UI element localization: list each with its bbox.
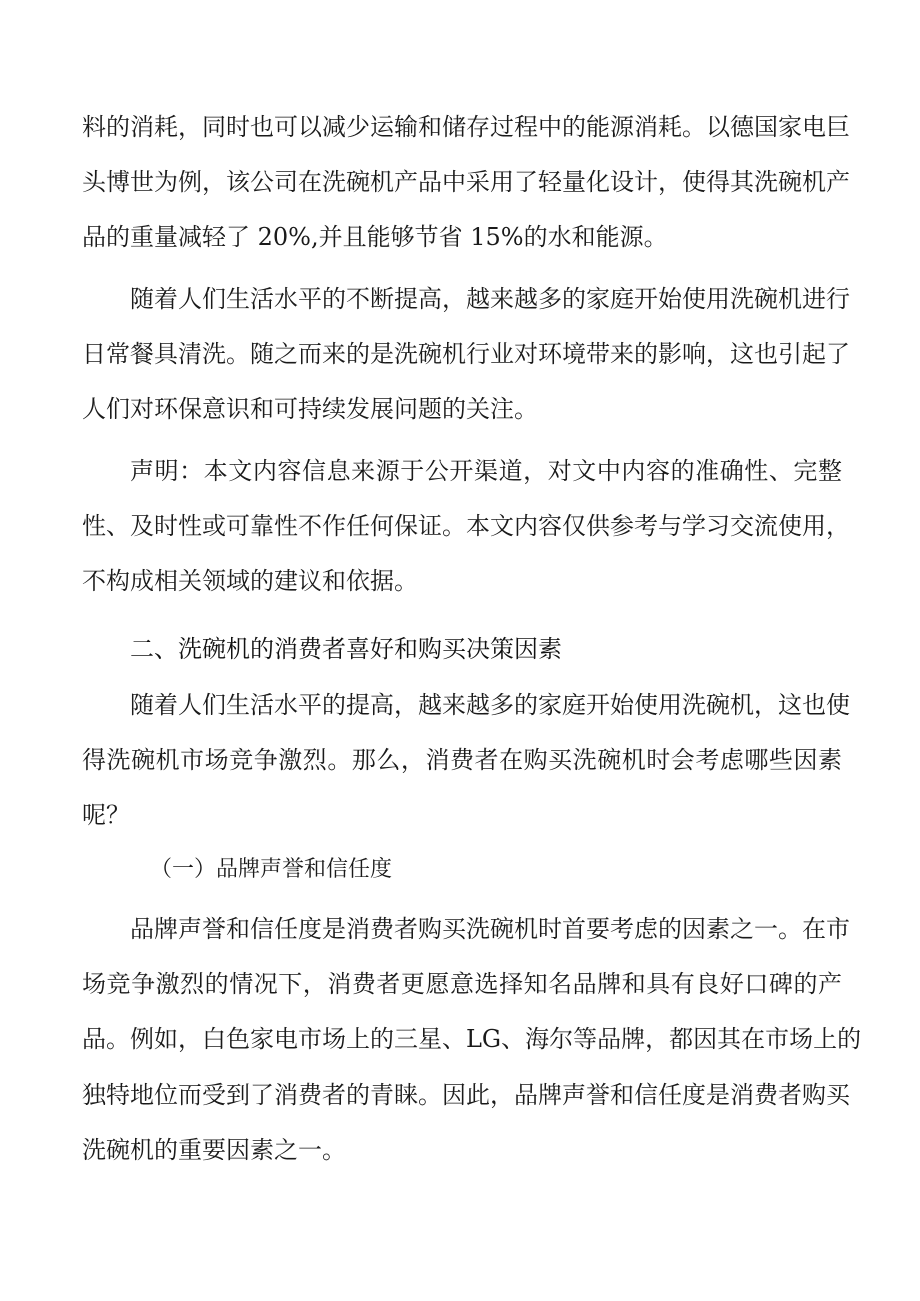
paragraph-line: 人们对环保意识和可持续发展问题的关注。 [82, 395, 538, 423]
paragraph-line: 日常餐具清洗。随之而来的是洗碗机行业对环境带来的影响，这也引起了 [82, 340, 850, 368]
paragraph-line: 品。例如，白色家电市场上的三星、LG、海尔等品牌，都因其在市场上的 [82, 1025, 862, 1053]
paragraph-line: 料的消耗，同时也可以减少运输和储存过程中的能源消耗。以德国家电巨 [82, 113, 850, 141]
paragraph-line: 品牌声誉和信任度是消费者购买洗碗机时首要考虑的因素之一。在市 [130, 915, 850, 943]
paragraph-line: 声明：本文内容信息来源于公开渠道，对文中内容的准确性、完整 [130, 457, 842, 485]
subsection-heading: （一）品牌声誉和信任度 [150, 857, 393, 882]
paragraph-line: 不构成相关领域的建议和依据。 [82, 567, 418, 595]
paragraph-line: 随着人们生活水平的提高，越来越多的家庭开始使用洗碗机，这也使 [130, 691, 850, 719]
paragraph-line: 场竞争激烈的情况下，消费者更愿意选择知名品牌和具有良好口碑的产 [82, 970, 842, 998]
paragraph-line: 洗碗机的重要因素之一。 [82, 1136, 346, 1164]
section-heading: 二、洗碗机的消费者喜好和购买决策因素 [130, 635, 562, 663]
paragraph-line: 性、及时性或可靠性不作任何保证。本文内容仅供参考与学习交流使用， [82, 512, 850, 540]
paragraph-line: 头博世为例，该公司在洗碗机产品中采用了轻量化设计，使得其洗碗机产 [82, 168, 850, 196]
paragraph-line: 独特地位而受到了消费者的青睐。因此，品牌声誉和信任度是消费者购买 [82, 1081, 850, 1109]
paragraph-line: 呢？ [82, 801, 130, 829]
paragraph-line: 得洗碗机市场竞争激烈。那么，消费者在购买洗碗机时会考虑哪些因素 [82, 746, 842, 774]
paragraph-line: 随着人们生活水平的不断提高，越来越多的家庭开始使用洗碗机进行 [130, 285, 850, 313]
paragraph-line: 品的重量减轻了 20%,并且能够节省 15%的水和能源。 [82, 223, 668, 251]
